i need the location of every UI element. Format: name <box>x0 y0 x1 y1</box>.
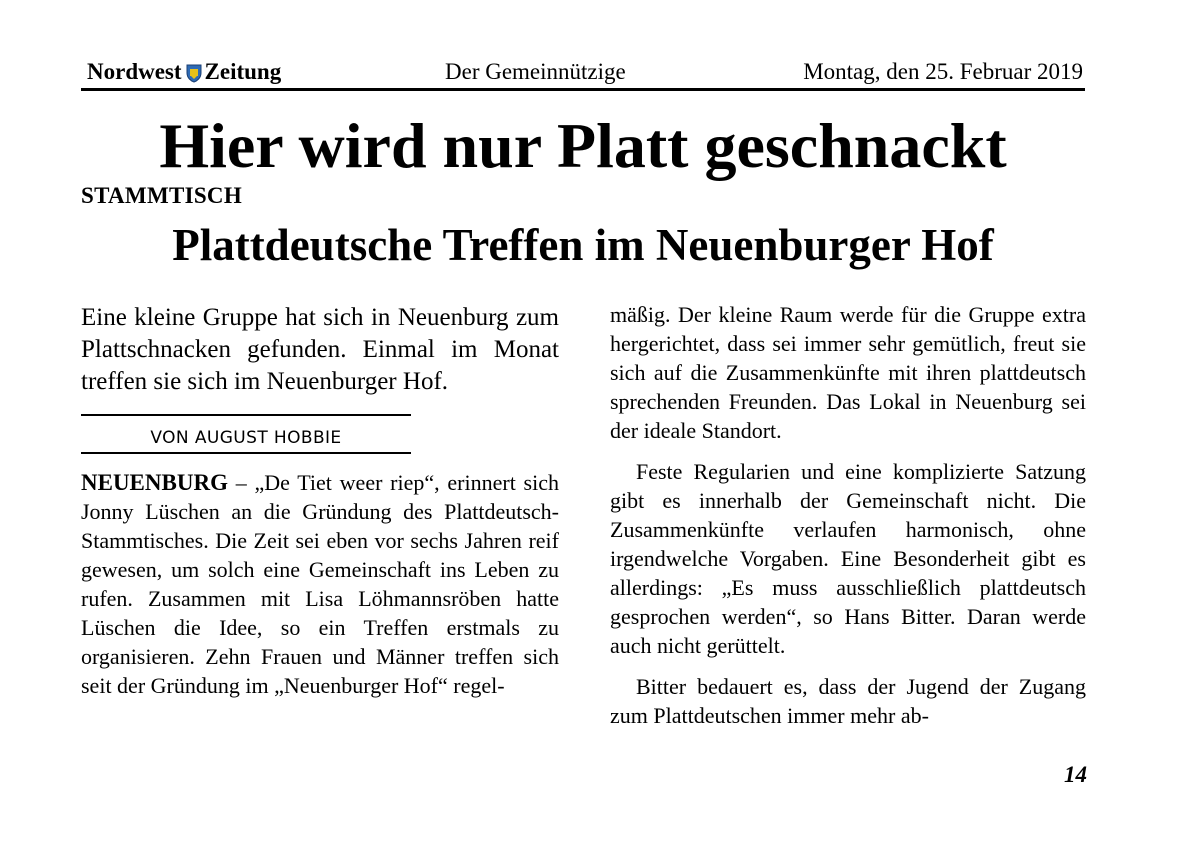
newspaper-name <box>87 59 281 85</box>
kicker: STAMMTISCH <box>81 183 243 208</box>
headline: Hier wird nur Platt geschnackt <box>159 110 1007 181</box>
body-first-text: – „De Tiet weer riep“, erinnert sich Jonny Lüschen an die Gründung des Plattdeutsch-Stammtisches. Die Zeit sei eben vor sechs Jahren reif gewesen, um solch eine Gemeinschaft ins Leben zu rufen. Zusammen mit Lisa Löhmannsröben hatte Lüschen die Idee, so ein Treffen erstmals zu organisieren. Zehn Frauen und Männer treffen sich seit der Gründung im „Neuenburger Hof“ regel- <box>81 470 559 698</box>
supplement-title: Der Gemeinnützige <box>445 59 626 84</box>
byline-box <box>81 414 411 454</box>
newspaper-name-part2: Zeitung <box>204 59 282 84</box>
lead-paragraph: Eine kleine Gruppe hat sich in Neuenburg zum Plattschnacken gefunden. Einmal im Monat treffen sie sich im Neuenburger Hof. <box>81 304 559 395</box>
byline: VON AUGUST HOBBIE <box>150 428 342 448</box>
coat-of-arms-icon <box>186 63 202 82</box>
page-header <box>81 58 1085 91</box>
page-number: 14 <box>1064 762 1087 787</box>
right-column <box>610 300 1086 742</box>
left-column <box>81 302 559 700</box>
body-paragraph-first <box>81 468 559 700</box>
body-paragraph: Feste Regularien und eine komplizierte Satzung gibt es innerhalb der Gemeinschaft nicht. Die Zusammenkünfte verlaufen harmonisch, ohne irgendwelche Vorgaben. Eine Besonderheit gibt es allerdings: „Es muss ausschließlich plattdeutsch gesprochen werden“, so Hans Bitter. Daran werde auch nicht gerüttelt. <box>610 459 1086 658</box>
newspaper-name-part1: Nordwest <box>87 59 182 84</box>
issue-date: Montag, den 25. Februar 2019 <box>803 59 1083 84</box>
dateline: NEUENBURG <box>81 470 228 495</box>
body-paragraph: mäßig. Der kleine Raum werde für die Gruppe extra hergerichtet, dass sei immer sehr gemütlich, freut sie sich auf die Zusammenkünfte mit ihren plattdeutsch sprechenden Freunden. Das Lokal in Neuenburg sei der ideale Standort. <box>610 302 1086 443</box>
body-paragraph: Bitter bedauert es, dass der Jugend der Zugang zum Plattdeutschen immer mehr ab- <box>610 674 1086 728</box>
subheadline: Plattdeutsche Treffen im Neuenburger Hof <box>172 220 994 270</box>
